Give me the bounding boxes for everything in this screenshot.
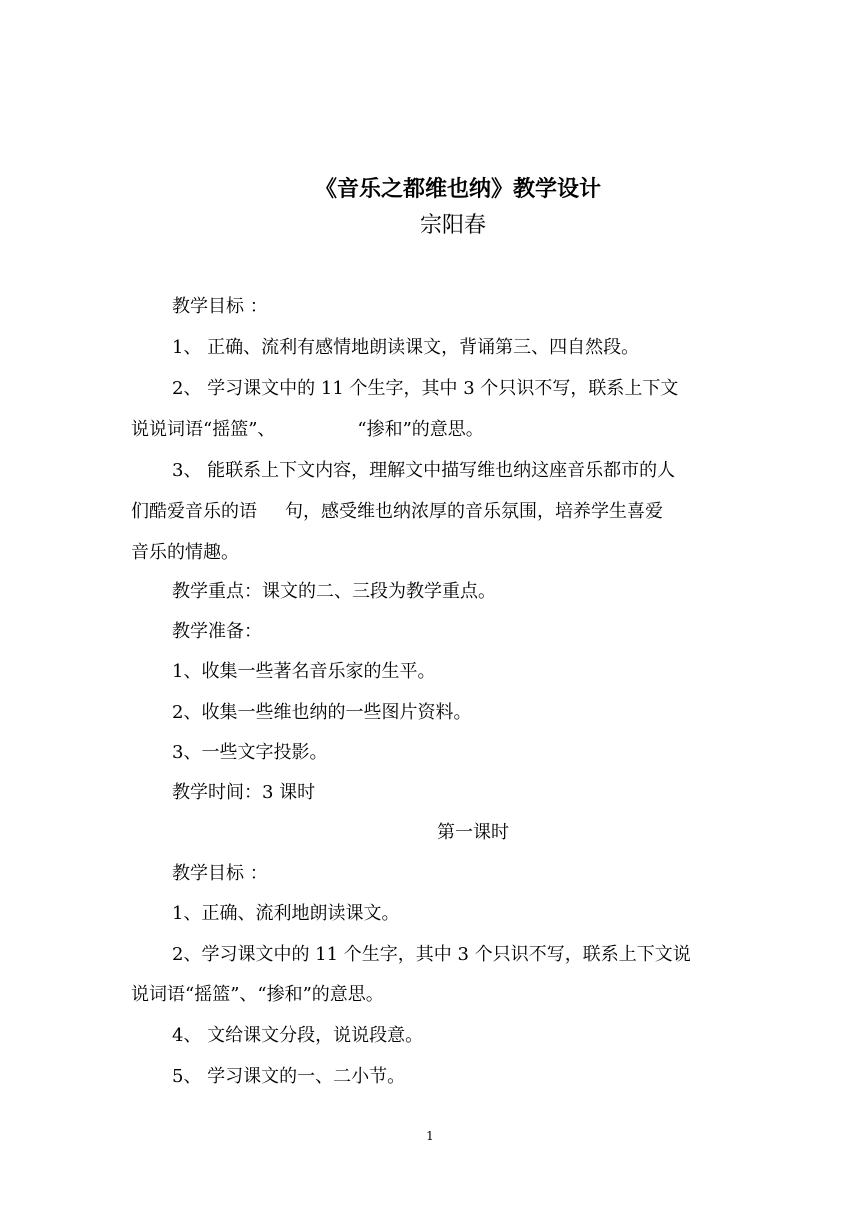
prep-heading: 教学准备： [172, 621, 262, 642]
lesson-1-goal-4: 4、 文给课文分段，说说段意。 [172, 1025, 424, 1046]
goal-item-2-line-1: 2、 学习课文中的 11 个生字，其中 3 个只识不写，联系上下文 [172, 378, 679, 399]
lesson-1-goal-1: 1、正确、流利地朗读课文。 [172, 903, 400, 924]
goal-item-3-line-2 [131, 499, 663, 525]
goal-item-3-part-b: 句，感受维也纳浓厚的音乐氛围，培养学生喜爱 [285, 501, 663, 522]
prep-item-2: 2、收集一些维也纳的一些图片资料。 [172, 702, 472, 723]
goals-heading: 教学目标 ： [172, 296, 268, 317]
teaching-time: 教学时间：3 课时 [172, 782, 316, 803]
prep-item-1: 1、收集一些著名音乐家的生平。 [172, 661, 436, 682]
lesson-1-heading: 第一课时 [437, 822, 509, 843]
lesson-1-goals-heading: 教学目标 ： [172, 863, 268, 884]
lesson-1-goal-5: 5、 学习课文的一、二小节。 [172, 1066, 406, 1087]
goal-item-3-line-3: 音乐的情趣。 [131, 542, 239, 563]
page-number: 1 [426, 1129, 434, 1143]
goal-item-3-line-1: 3、 能联系上下文内容，理解文中描写维也纳这座音乐都市的人 [172, 460, 676, 481]
goal-item-2-line-2 [131, 417, 484, 443]
document-title: 《音乐之都维也纳》教学设计 [314, 176, 601, 202]
document-author: 宗阳春 [419, 213, 486, 238]
goal-item-2-part-b: “掺和”的意思。 [357, 419, 484, 440]
lesson-1-goal-2-line-1: 2、学习课文中的 11 个生字，其中 3 个只识不写，联系上下文说 [172, 944, 691, 965]
prep-item-3: 3、一些文字投影。 [172, 742, 328, 763]
lesson-1-goal-2-line-2: 说词语“摇篮”、“掺和”的意思。 [131, 984, 384, 1005]
goal-item-2-part-a: 说说词语“摇篮”、 [131, 419, 276, 440]
goal-item-3-part-a: 们酷爱音乐的语 [131, 501, 257, 522]
key-points: 教学重点：课文的二、三段为教学重点。 [172, 581, 496, 602]
goal-item-1: 1、 正确、流利有感情地朗读课文，背诵第三、四自然段。 [172, 337, 640, 358]
